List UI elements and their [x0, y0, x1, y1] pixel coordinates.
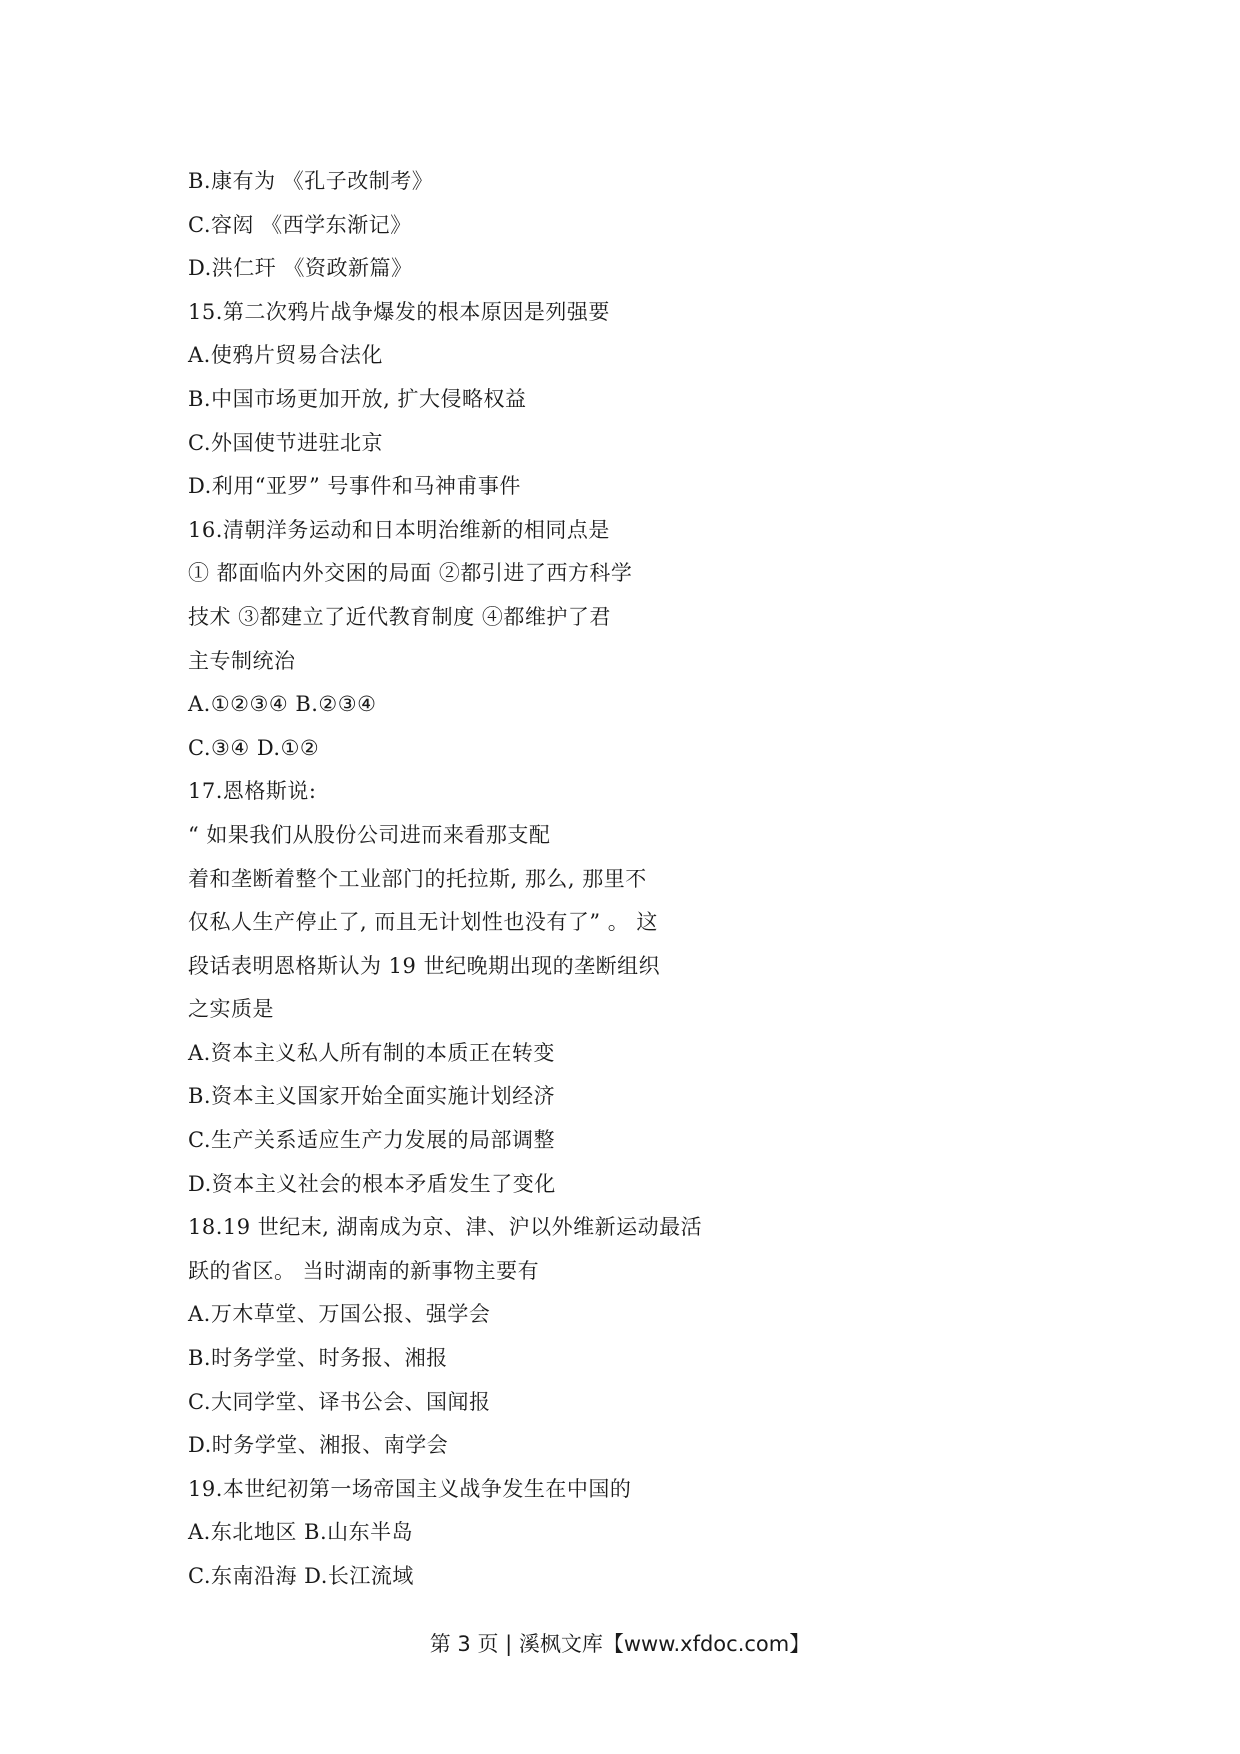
option-line: D.资本主义社会的根本矛盾发生了变化 [188, 1171, 556, 1196]
text-line: ① 都面临内外交困的局面 ②都引进了西方科学 [188, 561, 633, 586]
document-body [188, 160, 1088, 1599]
text-line: 主专制统治 [188, 648, 296, 673]
question-18: 18.19 世纪末, 湖南成为京、津、沪以外维新运动最活 [188, 1215, 703, 1240]
question-15: 15.第二次鸦片战争爆发的根本原因是列强要 [188, 299, 610, 324]
question-19: 19.本世纪初第一场帝国主义战争发生在中国的 [188, 1476, 632, 1501]
option-line: B.中国市场更加开放, 扩大侵略权益 [188, 386, 527, 411]
question-16: 16.清朝洋务运动和日本明治维新的相同点是 [188, 517, 610, 542]
option-line: C.生产关系适应生产力发展的局部调整 [188, 1128, 555, 1153]
option-line: B.资本主义国家开始全面实施计划经济 [188, 1084, 556, 1109]
text-line: 技术 ③都建立了近代教育制度 ④都维护了君 [188, 604, 611, 629]
quote-line: 仅私人生产停止了, 而且无计划性也没有了” 。 这 [188, 910, 658, 935]
option-line: C.东南沿海 D.长江流域 [188, 1564, 414, 1588]
option-line: D.时务学堂、湘报、南学会 [188, 1433, 449, 1458]
text-line: B.康有为 《孔子改制考》 [188, 169, 434, 193]
text-line: 之实质是 [188, 997, 274, 1022]
option-line: A.使鸦片贸易合法化 [188, 343, 383, 368]
option-line: D.利用“亚罗” 号事件和马神甫事件 [188, 474, 521, 499]
text-line: 跃的省区。 当时湖南的新事物主要有 [188, 1258, 540, 1283]
option-line: B.时务学堂、时务报、湘报 [188, 1346, 448, 1371]
option-line: C.③④ D.①② [188, 735, 320, 760]
page-footer: 第 3 页 | 溪枫文库【www.xfdoc.com】 [429, 1632, 811, 1656]
option-line: A.资本主义私人所有制的本质正在转变 [188, 1040, 555, 1065]
text-line: 段话表明恩格斯认为 19 世纪晚期出现的垄断组织 [188, 953, 661, 978]
quote-line: “ 如果我们从股份公司进而来看那支配 [188, 822, 551, 847]
question-17: 17.恩格斯说: [188, 779, 317, 804]
text-line: D.洪仁玕 《资政新篇》 [188, 256, 413, 281]
text-line: C.容闳 《西学东渐记》 [188, 212, 412, 237]
option-line: A.①②③④ B.②③④ [188, 692, 377, 717]
option-line: A.东北地区 B.山东半岛 [188, 1520, 414, 1545]
option-line: C.外国使节进驻北京 [188, 430, 383, 455]
option-line: A.万木草堂、万国公报、强学会 [188, 1302, 491, 1327]
quote-line: 着和垄断着整个工业部门的托拉斯, 那么, 那里不 [188, 866, 647, 891]
option-line: C.大同学堂、译书公会、国闻报 [188, 1389, 491, 1414]
